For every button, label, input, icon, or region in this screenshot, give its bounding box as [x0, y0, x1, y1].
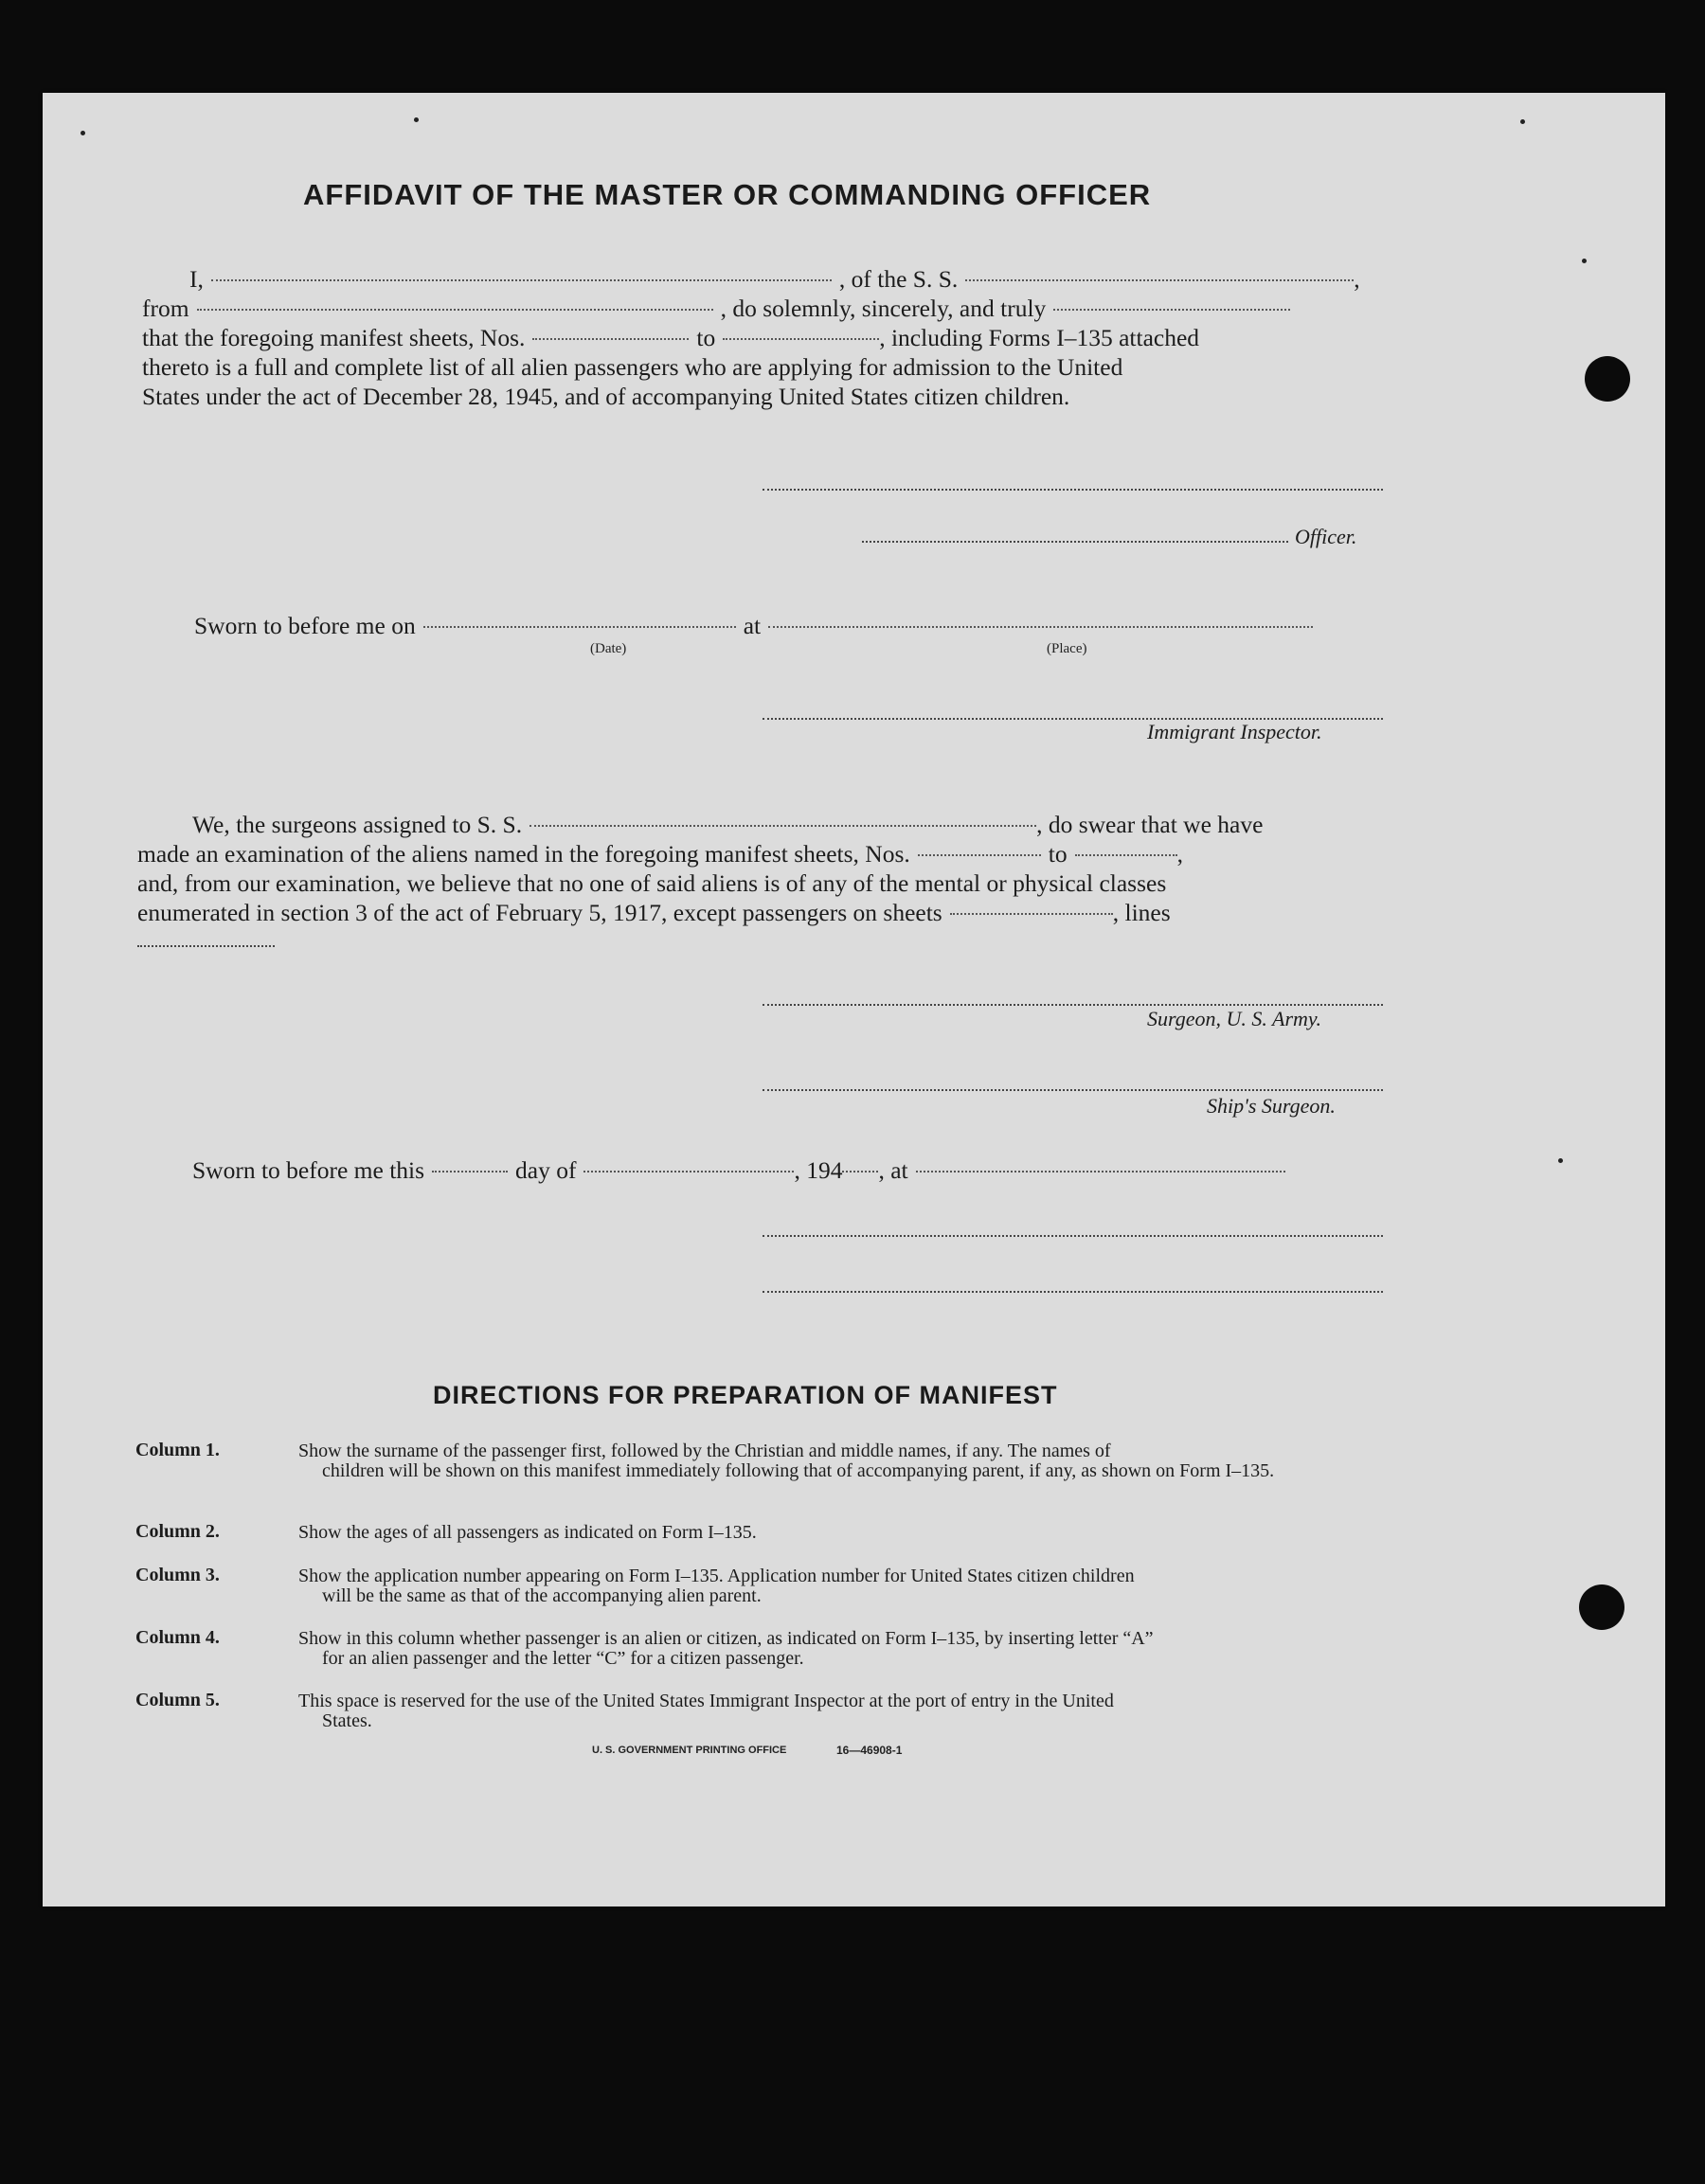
date-label: (Date): [590, 641, 627, 656]
column-3-first: Show the application number appearing on Form I–135. Application number for United States citizen children: [298, 1566, 1135, 1586]
column-1-text: [298, 1441, 1430, 1481]
speck: [1582, 259, 1587, 263]
column-4-text: [298, 1629, 1430, 1669]
surgeons-text: , do swear that we have: [1036, 811, 1264, 838]
surgeons-line-2: [137, 840, 1183, 868]
column-2-label: Column 2.: [135, 1521, 220, 1542]
ship-surgeon-signature-line[interactable]: [763, 1089, 1383, 1091]
speck: [1558, 1158, 1563, 1163]
form-code: 16—46908-1: [836, 1744, 903, 1757]
inspector-caption: Immigrant Inspector.: [1147, 720, 1322, 743]
ship-name-field[interactable]: [965, 279, 1354, 281]
surgeons-text: , lines: [1112, 899, 1171, 926]
officer-signature-line-1[interactable]: [763, 489, 1383, 491]
surgeons-text: We, the surgeons assigned to S. S.: [192, 811, 523, 838]
affidavit-text: , including Forms I–135 attached: [879, 324, 1200, 351]
swear-field[interactable]: [1053, 309, 1290, 311]
punch-hole-top: [1585, 356, 1630, 402]
column-5-rest: States.: [322, 1710, 372, 1731]
column-1-rest: children will be shown on this manifest immediately following that of accompanying parent, if any, as shown on Form I–135.: [322, 1460, 1275, 1481]
affidavit-line-4: thereto is a full and complete list of all alien passengers who are applying for admission to the United: [142, 353, 1123, 381]
lines-field[interactable]: [137, 945, 275, 947]
speck: [1520, 119, 1525, 124]
affidavit-text: that the foregoing manifest sheets, Nos.: [142, 324, 526, 351]
officer-caption: Officer.: [1295, 525, 1357, 548]
sworn-month-field[interactable]: [583, 1171, 794, 1173]
sheets-from-field[interactable]: [532, 338, 689, 340]
master-name-field[interactable]: [211, 279, 832, 281]
sworn-day-field[interactable]: [432, 1171, 508, 1173]
surgeons-line-1: [192, 811, 1263, 839]
signature-line-b[interactable]: [763, 1291, 1383, 1293]
column-5-first: This space is reserved for the use of the United States Immigrant Inspector at the port of entry in the United: [298, 1691, 1114, 1711]
affidavit-line-2: [142, 295, 1298, 323]
except-sheets-field[interactable]: [950, 913, 1113, 915]
affidavit-text: , do solemnly, sincerely, and truly: [720, 295, 1047, 322]
column-4-first: Show in this column whether passenger is an alien or citizen, as indicated on Form I–135, by inserting letter “A”: [298, 1628, 1154, 1649]
surgeons-text: enumerated in section 3 of the act of February 5, 1917, except passengers on sheets: [137, 899, 942, 926]
column-4-rest: for an alien passenger and the letter “C” for a citizen passenger.: [322, 1648, 804, 1669]
surgeons-text: made an examination of the aliens named in the foregoing manifest sheets, Nos.: [137, 840, 910, 868]
surgeons-text: ,: [1176, 840, 1183, 868]
surgeons-text: to: [1048, 840, 1068, 868]
surgeons-sheets-from-field[interactable]: [918, 854, 1041, 856]
sworn-text: day of: [515, 1156, 577, 1184]
surgeons-sheets-to-field[interactable]: [1075, 854, 1177, 856]
sworn-place-field[interactable]: [768, 626, 1313, 628]
affidavit-line-5: States under the act of December 28, 1945, and of accompanying United States citizen children.: [142, 383, 1070, 410]
signature-line-a[interactable]: [763, 1235, 1383, 1237]
column-3-rest: will be the same as that of the accompanying alien parent.: [322, 1585, 762, 1606]
sworn-text: Sworn to before me this: [192, 1156, 425, 1184]
column-2-text: [298, 1523, 1430, 1543]
surgeons-line-4: [137, 899, 1171, 927]
army-surgeon-signature-line[interactable]: [763, 1004, 1383, 1006]
sworn-date-field[interactable]: [423, 626, 736, 628]
column-1-first: Show the surname of the passenger first, followed by the Christian and middle names, if any. The names of: [298, 1441, 1111, 1461]
directions-title: DIRECTIONS FOR PREPARATION OF MANIFEST: [433, 1381, 1058, 1409]
affidavit-text: I,: [189, 265, 204, 293]
sworn-text: Sworn to before me on: [194, 612, 416, 639]
officer-signature-line-2[interactable]: [862, 541, 1288, 543]
affidavit-text: from: [142, 295, 189, 322]
affidavit-line-3: [142, 324, 1199, 352]
sworn-line-1: [194, 612, 1320, 640]
speck: [81, 131, 85, 135]
form-page: [43, 93, 1665, 1907]
sheets-to-field[interactable]: [723, 338, 879, 340]
affidavit-line-1: [189, 265, 1360, 294]
column-4-label: Column 4.: [135, 1627, 220, 1648]
army-surgeon-caption: Surgeon, U. S. Army.: [1147, 1007, 1321, 1030]
sworn-text: at: [743, 612, 762, 639]
sworn-year-field[interactable]: [842, 1171, 878, 1173]
punch-hole-bottom: [1579, 1584, 1624, 1630]
column-3-text: [298, 1566, 1430, 1606]
sworn-text: , 194: [794, 1156, 843, 1184]
surgeons-ship-field[interactable]: [529, 825, 1036, 827]
ship-surgeon-caption: Ship's Surgeon.: [1207, 1094, 1336, 1118]
sworn-line-2: [192, 1156, 1293, 1185]
printer-imprint: U. S. GOVERNMENT PRINTING OFFICE: [592, 1745, 787, 1756]
column-1-label: Column 1.: [135, 1440, 220, 1460]
column-5-text: [298, 1692, 1430, 1731]
column-3-label: Column 3.: [135, 1565, 220, 1585]
from-port-field[interactable]: [197, 309, 713, 311]
affidavit-title: AFFIDAVIT OF THE MASTER OR COMMANDING OFFICER: [303, 178, 1152, 211]
affidavit-text: to: [696, 324, 716, 351]
affidavit-text: , of the S. S.: [838, 265, 959, 293]
affidavit-text: ,: [1354, 265, 1360, 293]
speck: [414, 117, 419, 122]
column-5-label: Column 5.: [135, 1690, 220, 1710]
place-label: (Place): [1047, 641, 1087, 656]
column-2-first: Show the ages of all passengers as indicated on Form I–135.: [298, 1522, 757, 1543]
surgeons-line-3: and, from our examination, we believe that no one of said aliens is of any of the mental or physical classes: [137, 869, 1167, 897]
sworn-place2-field[interactable]: [916, 1171, 1285, 1173]
sworn-text: , at: [878, 1156, 908, 1184]
